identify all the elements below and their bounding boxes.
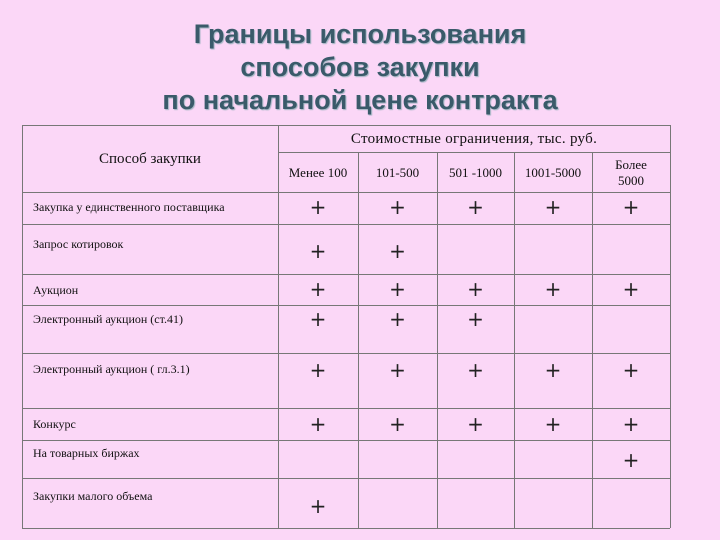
column-header: Более 5000	[615, 156, 647, 188]
table-cell-mark: +	[622, 195, 640, 219]
table-cell-mark: +	[544, 277, 562, 301]
table-cell-mark: +	[389, 277, 406, 301]
method-header: Способ закупки	[99, 150, 201, 167]
table-cell-mark: +	[544, 358, 562, 382]
column-header: 101-500	[375, 164, 420, 180]
title-line-1: Границы использования	[193, 19, 527, 49]
row-label: Запрос котировок	[33, 237, 124, 251]
table-cell-mark: +	[622, 412, 640, 436]
column-header: Менее 100	[288, 164, 348, 180]
table-cell-mark: +	[389, 195, 406, 219]
row-label: Электронный аукцион ( гл.3.1)	[33, 362, 190, 376]
column-header: 1001-5000	[524, 164, 582, 180]
title-line-2: способов закупки	[240, 52, 480, 82]
table-cell-mark: +	[309, 494, 327, 518]
table-cell-mark: +	[389, 307, 406, 331]
table-cell-mark: +	[309, 277, 327, 301]
title-line-3: по начальной цене контракта	[162, 85, 558, 115]
row-label: Конкурс	[33, 417, 76, 431]
table-cell-mark: +	[309, 307, 327, 331]
row-label: Электронный аукцион (ст.41)	[33, 312, 183, 326]
table-cell-mark: +	[622, 448, 640, 472]
table-cell-mark: +	[467, 277, 484, 301]
row-label: Аукцион	[33, 283, 79, 297]
table-cell-mark: +	[467, 307, 484, 331]
table-cell-mark: +	[467, 412, 484, 436]
column-header: 501 -1000	[448, 164, 503, 180]
table-cell-mark: +	[544, 412, 562, 436]
table-cell-mark: +	[389, 412, 406, 436]
table-cell-mark: +	[467, 358, 484, 382]
table-cell-mark: +	[309, 358, 327, 382]
table-cell-mark: +	[309, 412, 327, 436]
table-cell-mark: +	[309, 195, 327, 219]
table-cell-mark: +	[389, 358, 406, 382]
table-cell-mark: +	[389, 239, 406, 263]
row-label: Закупки малого объема	[33, 489, 153, 503]
cost-limits-header: Стоимостные ограничения, тыс. руб.	[350, 130, 598, 147]
row-label: На товарных биржах	[33, 446, 140, 460]
table-cell-mark: +	[309, 239, 327, 263]
table-cell-mark: +	[622, 277, 640, 301]
row-label: Закупка у единственного поставщика	[33, 200, 225, 214]
page-title	[0, 18, 720, 117]
table-cell-mark: +	[622, 358, 640, 382]
table-cell-mark: +	[544, 195, 562, 219]
table-cell-mark: +	[467, 195, 484, 219]
